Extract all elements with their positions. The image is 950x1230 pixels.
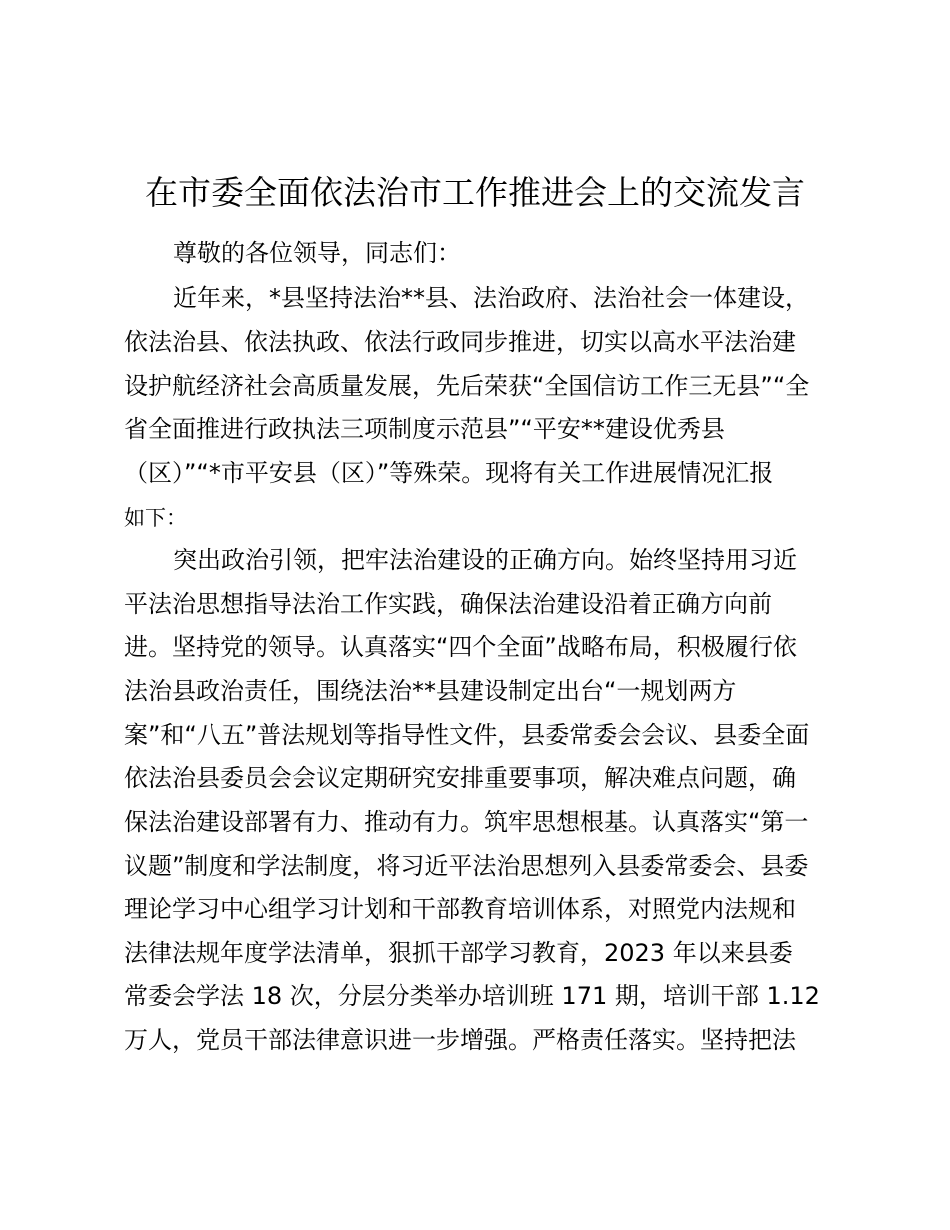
paragraph-line: 法律法规年度学法清单，狠抓干部学习教育，2023 年以来县委 <box>124 939 793 967</box>
paragraph-line: 法治县政治责任，围绕法治**县建设制定出台“一规划两方 <box>124 677 737 705</box>
paragraph-line: 近年来，*县坚持法治**县、法治政府、法治社会一体建设， <box>173 284 809 312</box>
paragraph-line: 理论学习中心组学习计划和干部教育培训体系，对照党内法规和 <box>124 895 796 923</box>
salutation: 尊敬的各位领导，同志们： <box>173 239 461 267</box>
paragraph-line: 依法治县委员会会议定期研究安排重要事项，解决难点问题，确 <box>124 764 796 792</box>
paragraph-line: 依法治县、依法执政、依法行政同步推进，切实以高水平法治建 <box>124 328 796 356</box>
paragraph-line: 常委会学法 18 次，分层分类举办培训班 171 期，培训干部 1.12 <box>124 982 820 1010</box>
paragraph-line: 如下： <box>124 506 187 530</box>
paragraph-line: 设护航经济社会高质量发展，先后荣获“全国信访工作三无县”“全 <box>124 372 810 400</box>
document-title: 在市委全面依法治市工作推进会上的交流发言 <box>145 173 805 212</box>
paragraph-line: 案”和“八五”普法规划等指导性文件，县委常委会会议、县委全面 <box>124 721 810 749</box>
paragraph-line: 议题”制度和学法制度，将习近平法治思想列入县委常委会、县委 <box>124 852 809 880</box>
paragraph-line: 突出政治引领，把牢法治建设的正确方向。始终坚持用习近 <box>173 546 797 574</box>
paragraph-line: 平法治思想指导法治工作实践，确保法治建设沿着正确方向前 <box>124 590 772 618</box>
paragraph-line: 万人，党员干部法律意识进一步增强。严格责任落实。坚持把法 <box>124 1026 796 1054</box>
paragraph-line: （区）”“*市平安县（区）”等殊荣。现将有关工作进展情况汇报 <box>124 459 774 487</box>
paragraph-line: 进。坚持党的领导。认真落实“四个全面”战略布局，积极履行依 <box>124 633 797 661</box>
paragraph-line: 省全面推进行政执法三项制度示范县”“平安**建设优秀县 <box>124 415 725 443</box>
paragraph-line: 保法治建设部署有力、推动有力。筑牢思想根基。认真落实“第一 <box>124 808 809 836</box>
